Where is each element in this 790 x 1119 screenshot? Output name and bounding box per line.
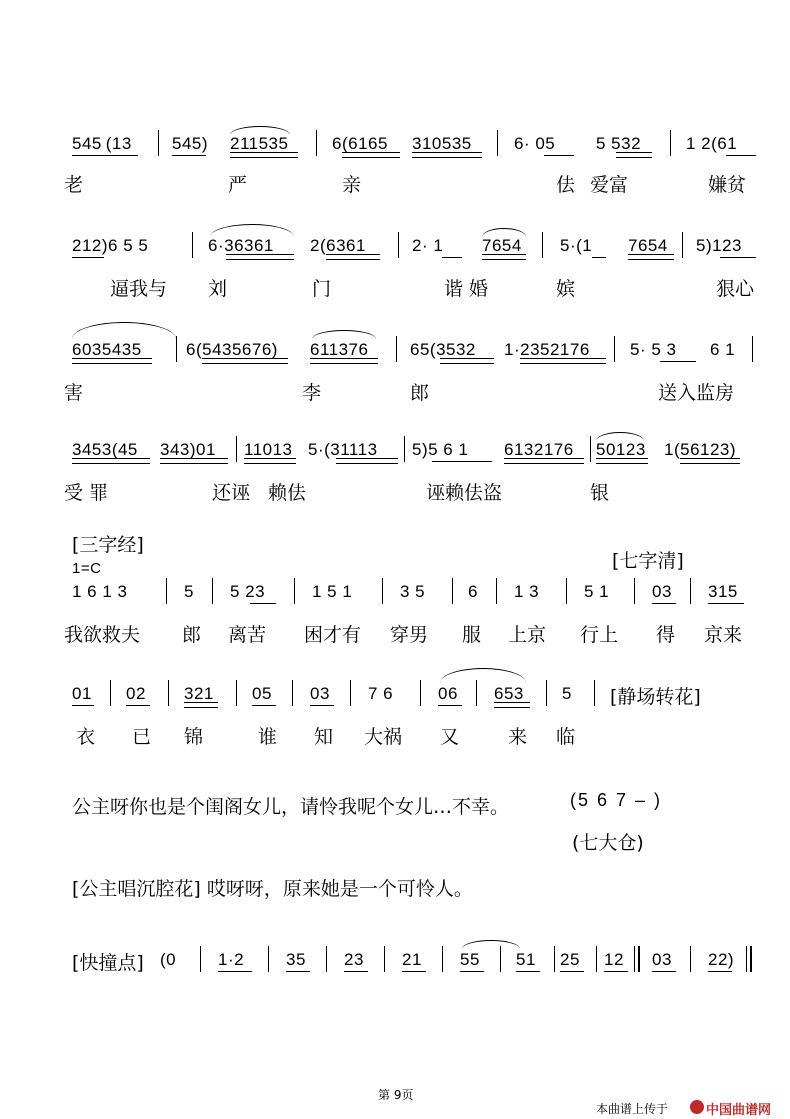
beam [520,358,606,364]
spoken-line: 公主呀你也是个闺阁女儿，请怜我呢个女儿…不幸。 [72,796,510,818]
section-label: [静场转花] [610,686,701,708]
spoken-notes: (5 6 7 – ) [570,790,663,810]
barline [200,946,201,972]
beam [72,358,152,364]
note-group: 611376 [310,340,369,359]
note-group: 11013 [244,440,293,459]
barline [192,232,193,258]
beam [680,458,740,464]
note-group: 05 [252,684,272,703]
barline [396,336,397,362]
key-signature: 1=C [72,560,102,577]
score-row-last [0,944,790,984]
lyric: 刘 [208,278,228,300]
site-logo[interactable]: 中国曲谱网 [706,1103,772,1118]
barline [110,680,111,706]
note-group: 03 [310,684,330,703]
lyric: 又 [440,726,460,748]
beam [72,155,138,156]
barline [398,232,399,258]
note-group: (0 [160,950,177,969]
barline [452,578,453,604]
lyric: 穿男 [390,624,429,646]
note-group: 1 6 1 3 [72,582,128,601]
barline [236,436,237,462]
note-group: 545) [172,134,209,153]
beam [230,152,298,158]
note-group: 5·(1 [560,236,593,255]
score-row-2 [0,230,790,300]
score-row-4 [0,434,790,504]
lyric: 我欲救夫 [64,624,141,646]
note-group: 6·36361 [208,236,274,255]
note-group: 06 [438,684,458,703]
barline [158,130,159,156]
barline [404,436,405,462]
lyric: 已 [132,726,152,748]
barline [212,578,213,604]
note-group: 6· 05 [514,134,556,153]
beam [286,971,310,972]
beam [326,254,380,260]
note-group: 1·2 [218,950,245,969]
beam [652,603,676,604]
score-row-6 [0,678,790,748]
lyric: 行上 [580,624,619,646]
beam [596,458,648,464]
beam [72,257,104,258]
lyric: 得 [656,624,676,646]
note-group: 03 [652,950,672,969]
beam [460,971,484,972]
note-group: 1(56123) [664,440,737,459]
beam [244,458,296,464]
note-group: 5· 5 3 [630,340,677,359]
barline [294,578,295,604]
note-group: 1 5 1 [312,582,353,601]
lyric: 严 [228,174,248,196]
beam [344,971,368,972]
barline [166,578,167,604]
barline [752,336,753,362]
beam [184,702,218,708]
slur [462,940,520,949]
beam [172,155,206,156]
beam [202,358,288,364]
lyric: 衣 [76,726,96,748]
beam [72,705,94,706]
barline [316,130,317,156]
lyric: 京来 [704,624,743,646]
note-group: 653 [494,684,524,703]
note-group: 02 [126,684,146,703]
beam [560,971,584,972]
lyric: 嫔 [556,278,576,300]
beam [412,152,482,158]
note-group: 7654 [482,236,522,255]
barline [594,680,595,706]
note-group: 5 1 [584,582,610,601]
note-group: 5·(31113 [308,440,378,459]
note-group: 6(5435676) [186,340,278,359]
section-label: [七字清] [612,550,684,572]
note-group: 2(6361 [310,236,366,255]
beam [402,971,426,972]
beam [726,155,756,156]
note-group: 2· 1 [412,236,444,255]
beam [310,358,378,364]
lyric: 临 [556,726,576,748]
note-group: 7654 [628,236,668,255]
barline [614,336,615,362]
note-group: 343)01 [160,440,216,459]
barline [496,578,497,604]
lyric: 上京 [508,624,547,646]
barline [690,946,691,972]
sung-cue-line: [公主唱沉腔花] 哎呀呀，原来她是一个可怜人。 [72,878,473,900]
lyric: 害 [64,382,84,404]
lyric: 亲 [342,174,362,196]
site-logo-icon [690,1100,704,1114]
note-group: 35 [286,950,306,969]
note-group: 6 1 [710,340,736,359]
lyric: 谁 [258,726,278,748]
note-group: 23 [344,950,364,969]
score-row-5 [0,530,790,650]
lyric: 还诬 [212,482,251,504]
lyric: 嫌贫 [708,174,747,196]
score-row-1 [0,128,790,198]
lyric: 离苦 [228,624,267,646]
barline [670,130,671,156]
beam [708,603,744,604]
beam [628,254,674,260]
beam [250,603,276,604]
beam [440,358,494,364]
barline [590,436,591,462]
beam [218,971,252,972]
barline [546,680,547,706]
note-group: 321 [184,684,214,703]
slur [440,668,526,683]
section-label: [三字经] [72,534,144,556]
score-row-3 [0,334,790,404]
note-group: 7 6 [368,684,394,703]
note-group: 211535 [230,134,289,153]
beam [482,254,526,260]
barline [542,232,543,258]
lyric: 门 [312,278,332,300]
lyric: 谐 婚 [444,278,489,300]
barline [566,578,567,604]
barline [596,946,597,972]
lyric: 服 [462,624,482,646]
beam [544,155,574,156]
beam [336,458,398,464]
lyric: 狠心 [716,278,755,300]
note-group: 01 [72,684,92,703]
note-group: 03 [652,582,672,601]
beam [660,361,696,362]
slur [312,330,376,339]
lyric: 锦 [184,726,204,748]
barline [554,946,555,972]
lyric: 银 [590,482,610,504]
final-barline [746,946,752,972]
beam [126,705,150,706]
beam [516,971,540,972]
note-group: 3453(45 [72,440,138,459]
note-group: 5 532 [596,134,642,153]
lyric: 知 [314,726,334,748]
barline [497,130,498,156]
barline [168,680,169,706]
barline [176,336,177,362]
beam [720,257,756,258]
note-group: 6(6165 [332,134,388,153]
lyric: 受 罪 [64,482,109,504]
barline [682,232,683,258]
note-group: 55 [460,950,480,969]
percussion-cue: (七大仓) [572,832,644,854]
barline [500,946,501,972]
beam [652,971,676,972]
beam [592,257,606,258]
note-group: 65(3532 [410,340,476,359]
beam [160,458,228,464]
barline [268,946,269,972]
note-group: 6 [468,582,478,601]
lyric: 老 [64,174,84,196]
beam [72,458,150,464]
beam [494,702,530,708]
repeat-barline [634,946,640,972]
note-group: 5)5 6 1 [412,440,469,459]
beam [342,152,400,158]
lyric: 赖佉 [268,482,307,504]
note-group: 1·2352176 [504,340,590,359]
note-group: 21 [402,950,422,969]
note-group: 5 [184,582,194,601]
barline [442,946,443,972]
barline [236,680,237,706]
upload-note: 本曲谱上传于 [596,1102,669,1116]
note-group: 315 [708,582,738,601]
barline [634,578,635,604]
barline [690,578,691,604]
barline [350,680,351,706]
beam [708,971,732,972]
beam [310,705,334,706]
lyric: 困才有 [304,624,362,646]
note-group: 212)6 5 5 [72,236,149,255]
beam [252,705,276,706]
note-group: 25 [560,950,580,969]
barline [326,946,327,972]
barline [382,578,383,604]
note-group: 50123 [596,440,646,459]
note-group: 545 (13 [72,134,132,153]
beam [616,152,652,158]
barline [384,946,385,972]
lyric: 逼我与 [110,278,168,300]
lyric: 诬赖佉盗 [426,482,503,504]
beam [438,705,462,706]
lyric: 李 [302,382,322,404]
note-group: 22) [708,950,735,969]
note-group: 3 5 [400,582,426,601]
note-group: 6035435 [72,340,142,359]
note-group: 5)123 [696,236,742,255]
lyric: 郎 [182,624,202,646]
note-group: 1 2(61 [686,134,738,153]
barline [292,680,293,706]
section-label: [快撞点] [72,952,144,974]
slur [72,322,176,339]
note-group: 6132176 [504,440,574,459]
page-number: 第 9页 [378,1088,414,1102]
lyric: 佉 [556,174,576,196]
beam [504,458,584,464]
beam [226,254,294,260]
note-group: 5 [562,684,572,703]
beam [432,461,492,462]
note-group: 12 [604,950,624,969]
beam [604,971,628,972]
note-group: 5 23 [230,582,266,601]
lyric: 爱富 [590,174,629,196]
note-group: 310535 [412,134,472,153]
lyric: 郎 [410,382,430,404]
note-group: 1 3 [514,582,540,601]
barline [476,680,477,706]
lyric: 来 [508,726,528,748]
beam [442,257,462,258]
lyric: 大祸 [364,726,403,748]
note-group: 51 [516,950,536,969]
barline [420,680,421,706]
lyric: 送入监房 [658,382,735,404]
